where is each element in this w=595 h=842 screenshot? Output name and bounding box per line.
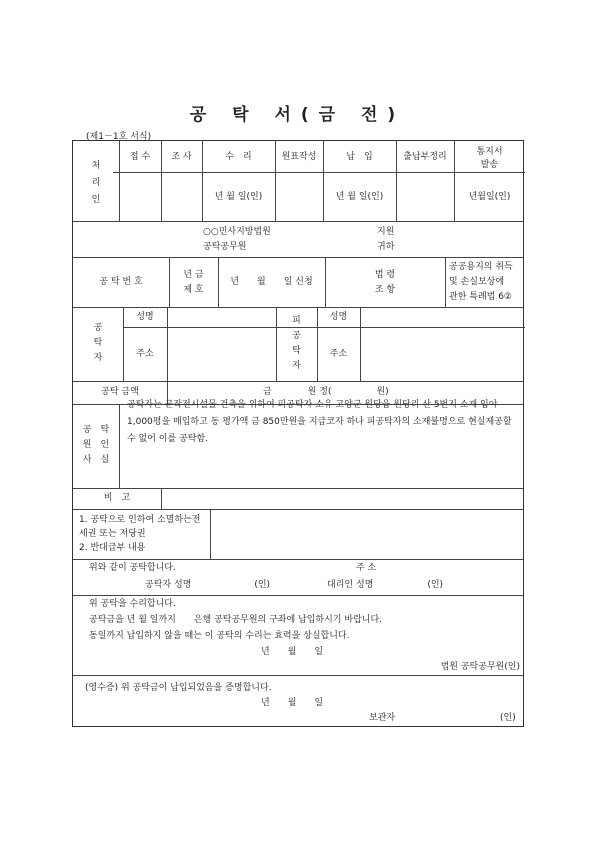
law-label: 법 령 조 항 — [374, 270, 396, 295]
col-line — [210, 509, 211, 559]
rule — [73, 257, 523, 258]
agent-signature: 대리인 성명 (인) — [327, 580, 444, 590]
cause-label: 공 탁 원 인 사 실 — [82, 425, 110, 465]
header-cashbook: 출납부정리 — [403, 152, 447, 162]
depositor-signature: 공탁자 성명 (인) — [145, 580, 271, 590]
law-text: 공공용지의 취득 및 손실보상에 관한 특례법 6② — [449, 262, 513, 302]
custodian-seal: (인) — [500, 713, 516, 723]
depositee-name-label: 성명 — [329, 312, 348, 322]
acceptance-line1: 위 공탁을 수리합니다. — [89, 599, 176, 609]
court-officer: 공탁공무원 — [203, 242, 247, 252]
custodian-label: 보관자 — [369, 713, 396, 723]
declaration-text: 위와 같이 공탁합니다. — [89, 563, 176, 573]
col-line — [445, 257, 446, 307]
acceptance-line2: 공탁금을 년 월 일까지 은행 공탁공무원의 구좌에 납입하시기 바랍니다. — [89, 615, 383, 625]
col-line — [161, 488, 162, 509]
date-notice: 년월일(인) — [468, 192, 511, 202]
application-date: 년 월 일 신청 — [230, 277, 313, 287]
remarks-label: 비 고 — [103, 493, 131, 503]
court-branch: 지원 — [377, 227, 395, 237]
depositor-label: 공 탁 자 — [93, 323, 103, 363]
col-line — [360, 307, 361, 381]
deposit-number-label: 공 탁 번 호 — [99, 277, 143, 287]
depositee-label: 피 공 탁 자 — [292, 316, 301, 371]
rule — [73, 559, 523, 560]
header-receipt: 접 수 — [129, 152, 151, 162]
rule — [73, 509, 523, 510]
cause-text: 공탁자는 군작전시설물 건축을 위하여 피공탁자 소유 고양군 원당읍 원당리 산 5번지 소재 임야 1,000평을 매입하고 동 평가액 금 850만원을 지급코자 하나 피공탁자의 소재불명으로 현실제공할 수 없어 이를 공탁함. — [127, 400, 512, 444]
rule-name-address — [123, 327, 525, 328]
court-name: ○○민사지방법원 — [203, 227, 271, 237]
header-investigation: 조 사 — [171, 152, 192, 162]
header-notice: 통지서 발송 — [476, 147, 503, 170]
header-payment: 납 입 — [346, 152, 373, 162]
depositor-name-label: 성명 — [136, 312, 154, 322]
rule — [73, 675, 523, 676]
header-acceptance: 수 리 — [225, 152, 252, 162]
rule — [73, 595, 523, 596]
col-line — [119, 404, 120, 488]
declaration-address-label: 주 소 — [356, 563, 377, 573]
deposit-form — [72, 140, 524, 727]
acceptance-line3: 동일까지 납입하지 않을 때는 이 공탁의 수리는 효력을 상실합니다. — [89, 631, 350, 641]
date-acceptance: 년 월 일(인) — [214, 192, 263, 202]
receipt-line: (영수증) 위 공탁금이 납입되었음을 증명합니다. — [85, 683, 272, 693]
col-line — [167, 307, 168, 381]
depositor-address-label: 주소 — [136, 349, 154, 359]
header-ledger: 원표작성 — [281, 152, 317, 162]
extinction-text: 1. 공탁으로 인하여 소멸하는전세권 또는 저당권 2. 반대급부 내용 — [79, 515, 201, 553]
rule — [73, 221, 523, 222]
rule — [73, 488, 523, 489]
court-honorific: 귀하 — [377, 242, 395, 252]
deposit-year-label: 년 금 제 호 — [183, 270, 204, 295]
rule — [73, 307, 523, 308]
depositee-address-label: 주소 — [329, 349, 348, 359]
form-number: (제1－1호 서식) — [86, 132, 152, 142]
processing-side-label: 처 리 인 — [91, 161, 101, 205]
rule — [73, 381, 523, 382]
amount-value: 금 원 정( 원) — [263, 387, 389, 397]
receipt-date: 년 월 일 — [261, 698, 324, 708]
rule-processing-mid — [113, 172, 525, 173]
acceptance-signer: 법원 공탁공무원(인) — [440, 662, 520, 672]
acceptance-date: 년 월 일 — [261, 647, 324, 657]
date-payment: 년 월 일(인) — [335, 192, 384, 202]
amount-label: 공탁 금액 — [101, 387, 139, 397]
page-title: 공 탁 서(금 전) — [189, 105, 406, 125]
